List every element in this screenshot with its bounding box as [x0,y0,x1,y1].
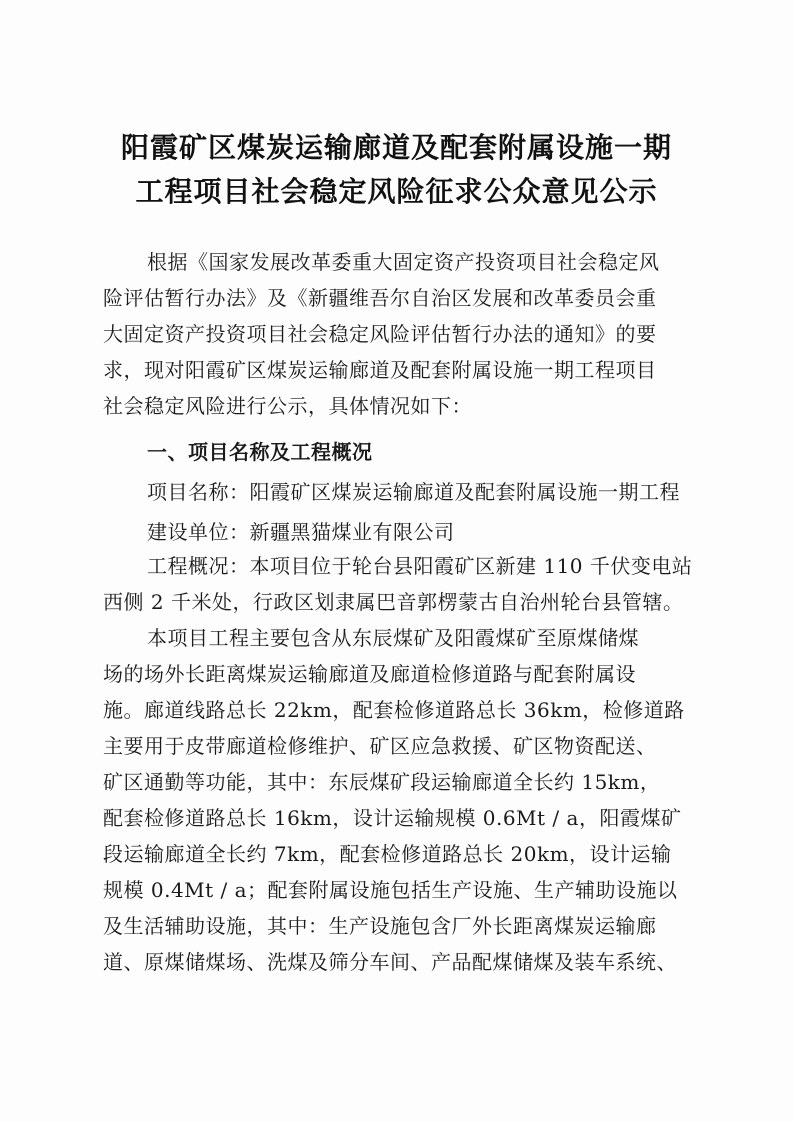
text-line: 本项目工程主要包含从东辰煤矿及阳霞煤矿至原煤储煤 [147,626,639,650]
section-1 [103,434,697,550]
text-line: 求，现对阳霞矿区煤炭运输廊道及配套附属设施一期工程项目 [103,358,657,382]
overview-paragraph [103,548,697,620]
text-line: 险评估暂行办法》及《新疆维吾尔自治区发展和改革委员会重 [103,286,657,310]
text-line: 矿区通勤等功能，其中：东辰煤矿段运输廊道全长约 15km， [103,770,661,794]
text-line: 施。廊道线路总长 22km，配套检修道路总长 36km，检修道路 [103,698,685,722]
builder-line: 建设单位：新疆黑猫煤业有限公司 [147,520,455,544]
project-name-line: 项目名称：阳霞矿区煤炭运输廊道及配套附属设施一期工程 [147,480,680,504]
text-line: 大固定资产投资项目社会稳定风险评估暂行办法的通知》的要 [103,322,657,346]
text-line: 场的场外长距离煤炭运输廊道及廊道检修道路与配套附属设 [103,662,636,686]
text-line: 道、原煤储煤场、洗煤及筛分车间、产品配煤储煤及装车系统、 [103,950,677,974]
text-line: 主要用于皮带廊道检修维护、矿区应急救援、矿区物资配送、 [103,734,657,758]
text-line: 及生活辅助设施，其中：生产设施包含厂外长距离煤炭运输廊 [103,914,657,938]
text-line: 配套检修道路总长 16km，设计运输规模 0.6Mt / a，阳霞煤矿 [103,806,682,830]
text-line: 工程概况：本项目位于轮台县阳霞矿区新建 110 千伏变电站 [147,554,693,578]
text-line: 社会稳定风险进行公示，具体情况如下： [103,394,472,418]
text-line: 西侧 2 千米处，行政区划隶属巴音郭楞蒙古自治州轮台县管辖。 [103,590,684,614]
intro-paragraph [103,244,697,424]
text-line: 规模 0.4Mt / a；配套附属设施包括生产设施、生产辅助设施以 [103,878,678,902]
content-paragraph [103,620,697,980]
document-title-line-1: 阳霞矿区煤炭运输廊道及配套附属设施一期 [120,131,672,164]
document-title-line-2: 工程项目社会稳定风险征求公众意见公示 [135,175,658,208]
section-heading: 一、项目名称及工程概况 [147,440,373,464]
text-line: 根据《国家发展改革委重大固定资产投资项目社会稳定风 [147,250,660,274]
text-line: 段运输廊道全长约 7km，配套检修道路总长 20km，设计运输 [103,842,672,866]
